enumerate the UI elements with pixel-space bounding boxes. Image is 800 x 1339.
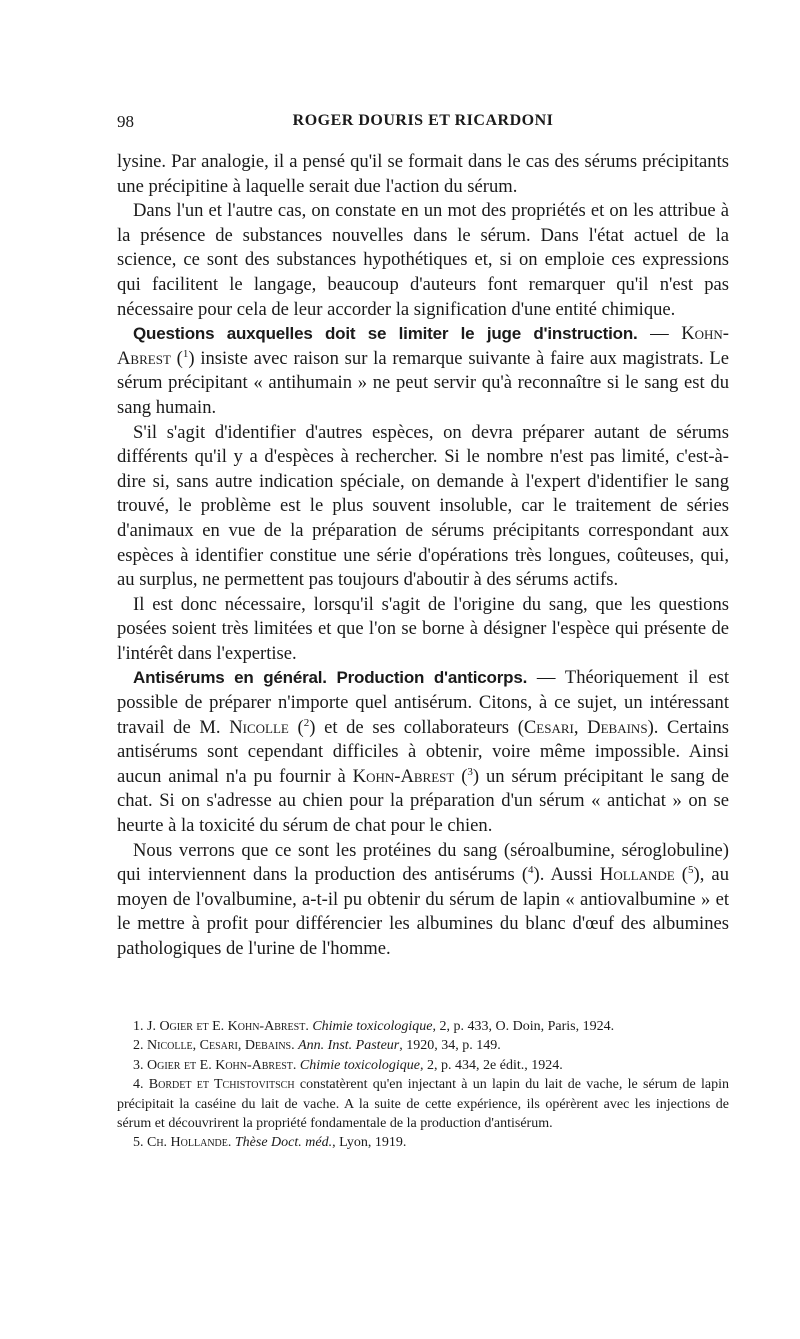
footnote-authors: Nicolle, Cesari, Debains.	[147, 1038, 295, 1054]
footnote-ref[interactable]: 1	[182, 347, 189, 360]
footnote-authors: Ch. Hollande.	[147, 1135, 232, 1151]
paragraph: Questions auxquelles doit se limiter le juge d'instruction. — Kohn-Abrest ($^1$) insiste avec raison sur la remarque suivante à faire aux magistrats. Le sérum précipitant « antihumain » ne peut servir qu'à reconnaître si le sang est du sang humain.	[117, 323, 729, 418]
author-name: Hollande	[599, 864, 675, 886]
section-heading: Antisérums en général. Production d'anticorps.	[133, 668, 528, 688]
dash: —	[637, 323, 682, 345]
paragraph-text: insiste avec raison sur la remarque suivante à faire aux magistrats. Le sérum précipitant « antihumain » ne peut servir qu'à reconnaître si le sang est du sang humain.	[117, 347, 729, 418]
footnote-4	[117, 1075, 729, 1133]
paragraph-text: Théoriquement il est possible de préparer n'importe quel antisérum. Citons, à ce sujet, un intéressant travail de M.	[117, 667, 729, 738]
footnote-authors: J. Ogier et E. Kohn-Abrest.	[147, 1019, 309, 1034]
footnote-ref[interactable]: 5	[688, 864, 694, 877]
footnotes	[117, 1017, 729, 1153]
page-header	[117, 112, 729, 138]
body-text	[117, 150, 729, 962]
paragraph-text: S'il s'agit d'identifier d'autres espèces, on devra préparer autant de sérums différents qu'il y a d'espèces à rechercher. Si le nombre n'est pas limité, c'est-à-dire si, sans autre indication spéciale, on demande à l'expert d'identifier le sang trouvé, le problème est le plus souvent insoluble, car le traitement de séries d'animaux en vue de la préparation de sérums précipitants correspondant aux espèces à identifier constitue une série d'opérations très longues, coûteuses, qui, au surplus, ne permettent pas toujours d'aboutir à des sérums actifs.	[117, 421, 729, 591]
paragraph-text: un sérum précipitant le sang de chat. Si on s'adresse au chien pour la préparation d'un sérum « antichat » on se heurte à la toxicité du sérum de chat pour le chien.	[117, 765, 730, 837]
paragraph-text: Nous verrons que ce sont les protéines du sang (séroalbumine, séroglobuline) qui interviennent dans la production des antisérums	[117, 839, 729, 886]
footnote-number: 1.	[133, 1019, 144, 1034]
footnote-ref[interactable]: 4	[528, 864, 534, 877]
paragraph	[117, 150, 729, 199]
footnote-2	[117, 1036, 729, 1055]
footnote-authors: Bordet et Tchistovitsch	[148, 1077, 295, 1093]
page-number: 98	[117, 112, 134, 131]
paragraph-text: , au moyen de l'ovalbumine, a-t-il pu obtenir du sérum de lapin « antiovalbumine » et le mettre à profit pour différencier les albumines du blanc d'œuf des albumines pathologiques de l'urine de l'homme.	[117, 864, 729, 959]
footnote-number: 2.	[133, 1038, 144, 1054]
footnote-rest: , 1920, 34, p. 149.	[399, 1038, 501, 1054]
paragraph: Nous verrons que ce sont les protéines du sang (séroalbumine, séroglobuline) qui interviennent dans la production des antisérums ($^4$). Aussi Hollande ($^5$), au moyen de l'ovalbumine, a-t-il pu obtenir du sérum de lapin « antiovalbumine » et le mettre à profit pour différencier les albumines du blanc d'œuf des albumines pathologiques de l'urine de l'homme.	[117, 839, 729, 959]
footnote-1	[117, 1017, 729, 1036]
paragraph: Antisérums en général. Production d'anticorps. — Théoriquement il est possible de préparer n'importe quel antisérum. Citons, à ce sujet, un intéressant travail de M. Nicolle ($^2$) et de ses collaborateurs (Cesari, Debains). Certains antisérums sont cependant difficiles à obtenir, voire même impossible. Ainsi aucun animal n'a pu fournir à Kohn-Abrest ($^3$) un sérum précipitant le sang de chat. Si on s'adresse au chien pour la préparation d'un sérum « antichat » on se heurte à la toxicité du sérum de chat pour le chien.	[117, 667, 730, 837]
author-name: Nicolle	[229, 716, 289, 738]
footnote-authors: Ogier et E. Kohn-Abrest.	[147, 1057, 297, 1073]
footnote-ref[interactable]: 2	[303, 716, 310, 729]
footnote-number: 3.	[133, 1057, 144, 1073]
footnote-3	[117, 1056, 729, 1075]
paragraph-text: . Aussi	[539, 864, 600, 886]
footnote-rest: , Lyon, 1919.	[332, 1135, 407, 1151]
paragraph	[117, 199, 729, 322]
footnote-ref[interactable]: 3	[467, 765, 473, 778]
author-name: Cesari, Debains	[523, 716, 648, 738]
paragraph-text: ). Certains antisérums sont cependant difficiles à obtenir, voire même impossible. Ainsi aucun animal n'a pu fournir à	[117, 716, 730, 787]
paragraph-text: et de ses collaborateurs (	[315, 716, 524, 738]
dash: —	[527, 667, 565, 689]
running-title: ROGER DOURIS ET RICARDONI	[292, 112, 554, 129]
author-name: Kohn-Abrest	[117, 323, 729, 369]
paragraph	[117, 421, 729, 593]
paragraph-text: Il est donc nécessaire, lorsqu'il s'agit de l'origine du sang, que les questions posées soient très limitées et que l'on se borne à désigner l'espèce qui présente de l'intérêt dans l'expertise.	[117, 593, 729, 664]
paragraph-text: lysine. Par analogie, il a pensé qu'il se formait dans le cas des sérums précipitants une précipitine à laquelle serait due l'action du sérum.	[117, 151, 729, 197]
footnote-rest: , 2, p. 433, O. Doin, Paris, 1924.	[432, 1019, 615, 1034]
footnote-title: Chimie toxicologique	[299, 1057, 421, 1073]
footnote-title: Thèse Doct. méd.	[234, 1135, 333, 1151]
footnote-title: Chimie toxicologique	[312, 1019, 433, 1034]
paragraph-text: Dans l'un et l'autre cas, on constate en un mot des propriétés et on les attribue à la présence de substances nouvelles dans le sérum. Dans l'état actuel de la science, ce sont des substances hypothétiques et, si on emploie ces expressions qui facilitent le langage, beaucoup d'auteurs font remarquer qu'il n'est pas nécessaire pour cela de leur accorder la signification d'une entité chimique.	[117, 200, 729, 320]
footnote-title: Ann. Inst. Pasteur	[298, 1038, 400, 1054]
footnote-rest: constatèrent qu'en injectant à un lapin du lait de vache, le sérum de lapin précipitait la caséine du lait de vache. A la suite de cette expérience, ils opérèrent avec les injections de sérum et découvrirent la propriété fondamentale de la production d'antisérum.	[117, 1077, 730, 1132]
footnote-number: 5.	[133, 1135, 144, 1151]
footnote-5	[117, 1133, 729, 1152]
section-heading: Questions auxquelles doit se limiter le juge d'instruction.	[133, 324, 638, 344]
footnote-rest: , 2, p. 434, 2e édit., 1924.	[420, 1057, 563, 1073]
paragraph	[117, 593, 729, 667]
footnote-number: 4.	[133, 1077, 144, 1093]
author-name: Kohn-Abrest	[352, 765, 455, 787]
